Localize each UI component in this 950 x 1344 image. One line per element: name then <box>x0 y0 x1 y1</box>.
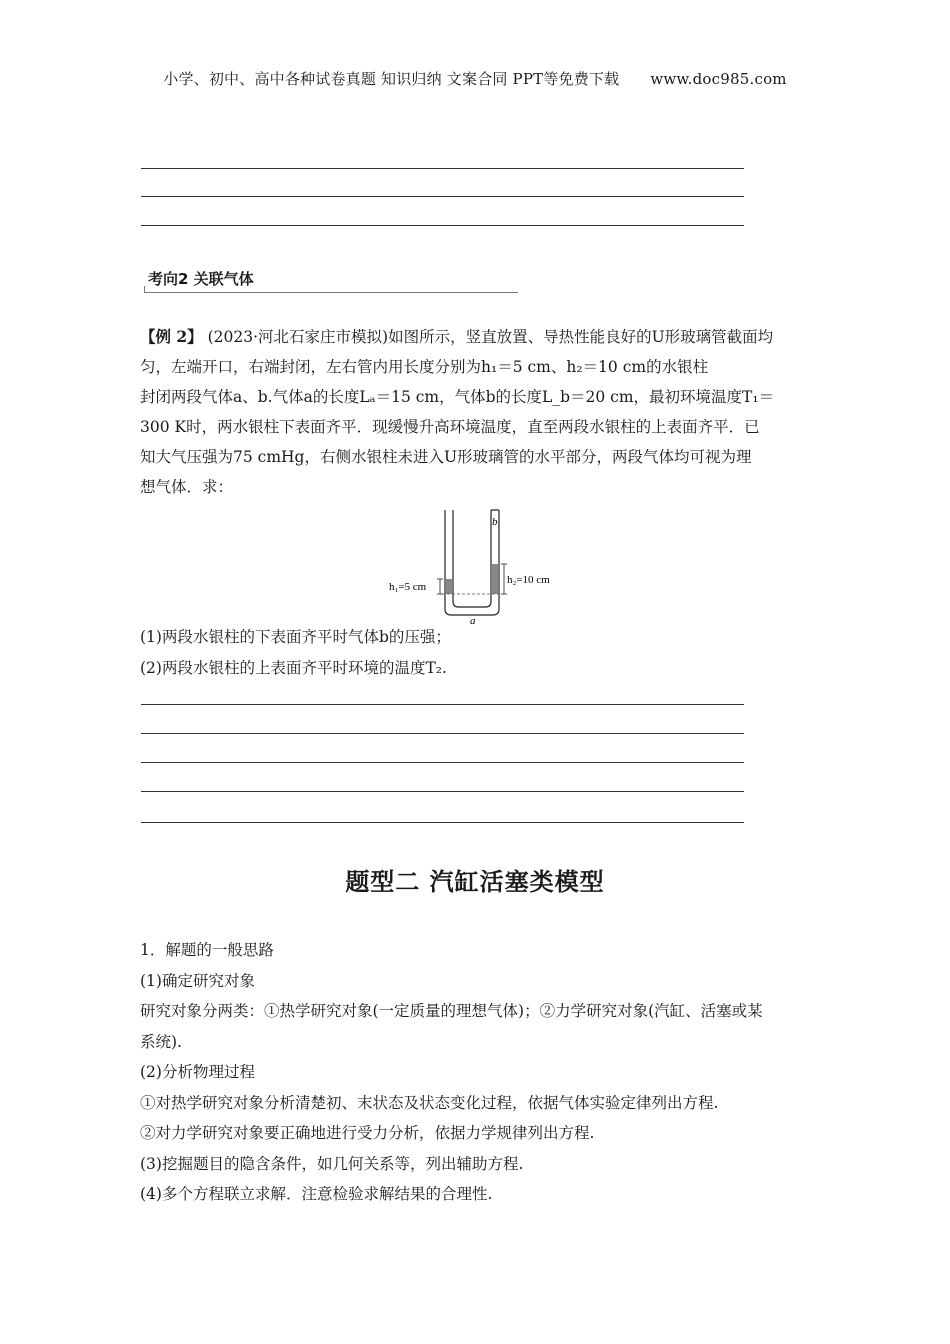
example-line-4: 300 K时，两水银柱下表面齐平．现缓慢升高环境温度，直至两段水银柱的上表面齐平．已 <box>140 418 760 436</box>
label-h1: h₁=5 cm <box>389 581 427 593</box>
label-a: a <box>470 615 476 625</box>
section2-line: ②对力学研究对象要正确地进行受力分析，依据力学规律列出方程. <box>140 1124 595 1142</box>
example-text-1: 如图所示，竖直放置、导热性能良好的U形玻璃管截面均 <box>388 328 774 346</box>
questions <box>140 622 812 683</box>
answer-line <box>141 733 744 734</box>
example-line-2: 匀，左端开口，右端封闭，左右管内用长度分别为h₁＝5 cm、h₂＝10 cm的水银柱 <box>140 358 709 376</box>
label-h2: h₂=10 cm <box>507 574 550 586</box>
page-header <box>0 68 950 89</box>
answer-line <box>141 225 744 226</box>
example-2 <box>140 322 812 502</box>
mercury-column-right <box>492 564 498 594</box>
section2-line: 研究对象分两类：①热学研究对象(一定质量的理想气体)；②力学研究对象(汽缸、活塞或某 <box>140 1002 763 1020</box>
header-text: 小学、初中、高中各种试卷真题 知识归纳 文案合同 PPT等免费下载 <box>163 70 620 88</box>
example-line-5: 知大气压强为75 cmHg，右侧水银柱未进入U形玻璃管的水平部分，两段气体均可视为理 <box>140 448 752 466</box>
section2-line: (1)确定研究对象 <box>140 971 255 990</box>
mercury-column-left <box>446 579 452 594</box>
section-tag-underline <box>144 292 518 293</box>
section2-line: (3)挖掘题目的隐含条件，如几何关系等，列出辅助方程. <box>140 1154 524 1173</box>
u-tube-figure <box>380 505 580 625</box>
example-tag: 【例 2】 <box>140 327 203 346</box>
example-line-6: 想气体．求： <box>140 478 234 496</box>
section2-line: (2)分析物理过程 <box>140 1063 255 1081</box>
answer-line <box>141 704 744 705</box>
section2-line: 1．解题的一般思路 <box>140 941 274 959</box>
answer-line <box>141 791 744 792</box>
section-title: 题型二 汽缸活塞类模型 <box>345 867 605 896</box>
section-tag-label: 考向2 关联气体 <box>148 270 254 288</box>
answer-line <box>141 168 744 169</box>
section2-body <box>140 935 812 1210</box>
answer-line <box>141 762 744 763</box>
answer-line <box>141 196 744 197</box>
example-line-3: 封闭两段气体a、b.气体a的长度Lₐ＝15 cm，气体b的长度L_b＝20 cm，最初环境温度T₁＝ <box>140 388 775 406</box>
label-b: b <box>492 516 498 528</box>
section2-line: (4)多个方程联立求解．注意检验求解结果的合理性. <box>140 1185 493 1203</box>
section2-line: ①对热学研究对象分析清楚初、末状态及状态变化过程，依据气体实验定律列出方程. <box>140 1093 719 1112</box>
answer-line <box>141 822 744 823</box>
question-1: (1)两段水银柱的下表面齐平时气体b的压强； <box>140 628 451 646</box>
header-url[interactable]: www.doc985.com <box>650 70 787 88</box>
section2-line: 系统). <box>140 1032 182 1051</box>
question-2: (2)两段水银柱的上表面齐平时环境的温度T₂. <box>140 658 447 677</box>
example-line-1 <box>140 322 812 352</box>
example-source: (2023·河北石家庄市模拟) <box>207 328 389 346</box>
tube-bottom-inner <box>453 601 491 607</box>
section-tag <box>140 263 518 295</box>
